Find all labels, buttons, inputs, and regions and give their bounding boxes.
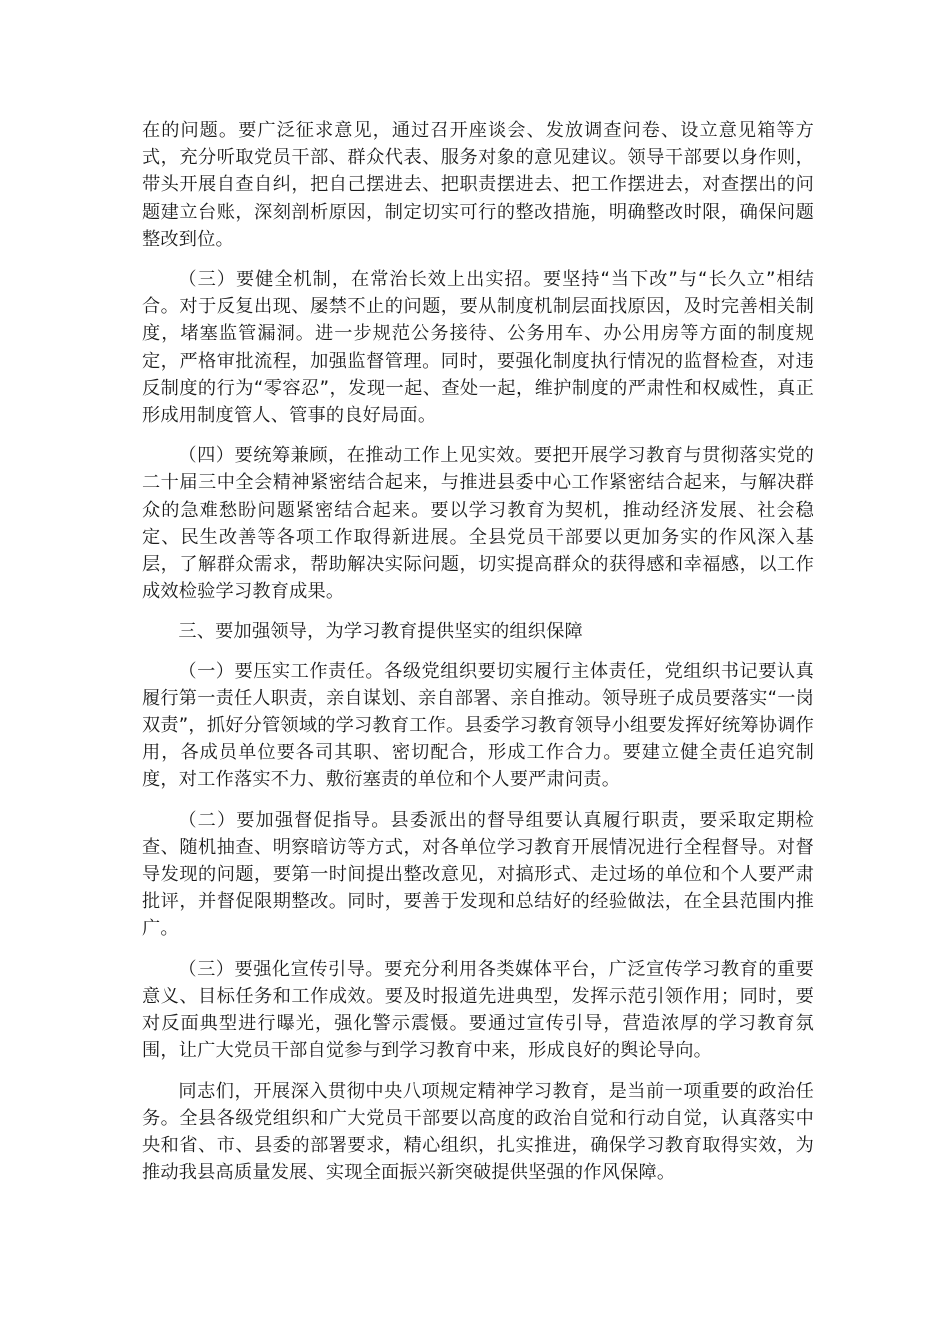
document-page — [142, 117, 814, 1199]
paragraph-coordination: （四）要统筹兼顾，在推动工作上见实效。要把开展学习教育与贯彻落实党的二十届三中全会精神紧密结合起来，与推进县委中心工作紧密结合起来，与解决群众的急难愁盼问题紧密结合起来。要以学习教育为契机，推动经济发展、社会稳定、民生改善等各项工作取得新进展。全县党员干部要以更加务实的作风深入基层，了解群众需求，帮助解决实际问题，切实提高群众的获得感和幸福感，以工作成效检验学习教育成果。 — [142, 445, 814, 603]
paragraph-continuation: 在的问题。要广泛征求意见，通过召开座谈会、发放调查问卷、设立意见箱等方式，充分听取党员干部、群众代表、服务对象的意见建议。领导干部要以身作则，带头开展自查自纠，把自己摆进去、把职责摆进去、把工作摆进去，对查摆出的问题建立台账，深刻剖析原因，制定切实可行的整改措施，明确整改时限，确保问题整改到位。 — [142, 120, 814, 250]
paragraph-conclusion: 同志们，开展深入贯彻中央八项规定精神学习教育，是当前一项重要的政治任务。全县各级党组织和广大党员干部要以高度的政治自觉和行动自觉，认真落实中央和省、市、县委的部署要求，精心组织，扎实推进，确保学习教育取得实效，为推动我县高质量发展、实现全面振兴新突破提供坚强的作风保障。 — [142, 1080, 814, 1184]
paragraph-mechanism: （三）要健全机制，在常治长效上出实招。要坚持“当下改”与“长久立”相结合。对于反复出现、屡禁不止的问题，要从制度机制层面找原因，及时完善相关制度，堵塞监管漏洞。进一步规范公务接待、公务用车、办公用房等方面的制度规定，严格审批流程，加强监督管理。同时，要强化制度执行情况的监督检查，对违反制度的行为“零容忍”，发现一起、查处一起，维护制度的严肃性和权威性，真正形成用制度管人、管事的良好局面。 — [142, 269, 814, 427]
section-heading-leadership: 三、要加强领导，为学习教育提供坚实的组织保障 — [178, 621, 583, 643]
paragraph-publicity: （三）要强化宣传引导。要充分利用各类媒体平台，广泛宣传学习教育的重要意义、目标任务和工作成效。要及时报道先进典型，发挥示范引领作用；同时，要对反面典型进行曝光，强化警示震慑。要通过宣传引导，营造浓厚的学习教育氛围，让广大党员干部自觉参与到学习教育中来，形成良好的舆论导向。 — [142, 958, 814, 1062]
paragraph-responsibility: （一）要压实工作责任。各级党组织要切实履行主体责任，党组织书记要认真履行第一责任人职责，亲自谋划、亲自部署、亲自推动。领导班子成员要落实“一岗双责”，抓好分管领域的学习教育工作。县委学习教育领导小组要发挥好统筹协调作用，各成员单位要各司其职、密切配合，形成工作合力。要建立健全责任追究制度，对工作落实不力、敷衍塞责的单位和个人要严肃问责。 — [142, 660, 814, 791]
paragraph-supervision: （二）要加强督促指导。县委派出的督导组要认真履行职责，要采取定期检查、随机抽查、明察暗访等方式，对各单位学习教育开展情况进行全程督导。对督导发现的问题，要第一时间提出整改意见，对搞形式、走过场的单位和个人要严肃批评，并督促限期整改。同时，要善于发现和总结好的经验做法，在全县范围内推广。 — [142, 809, 814, 940]
